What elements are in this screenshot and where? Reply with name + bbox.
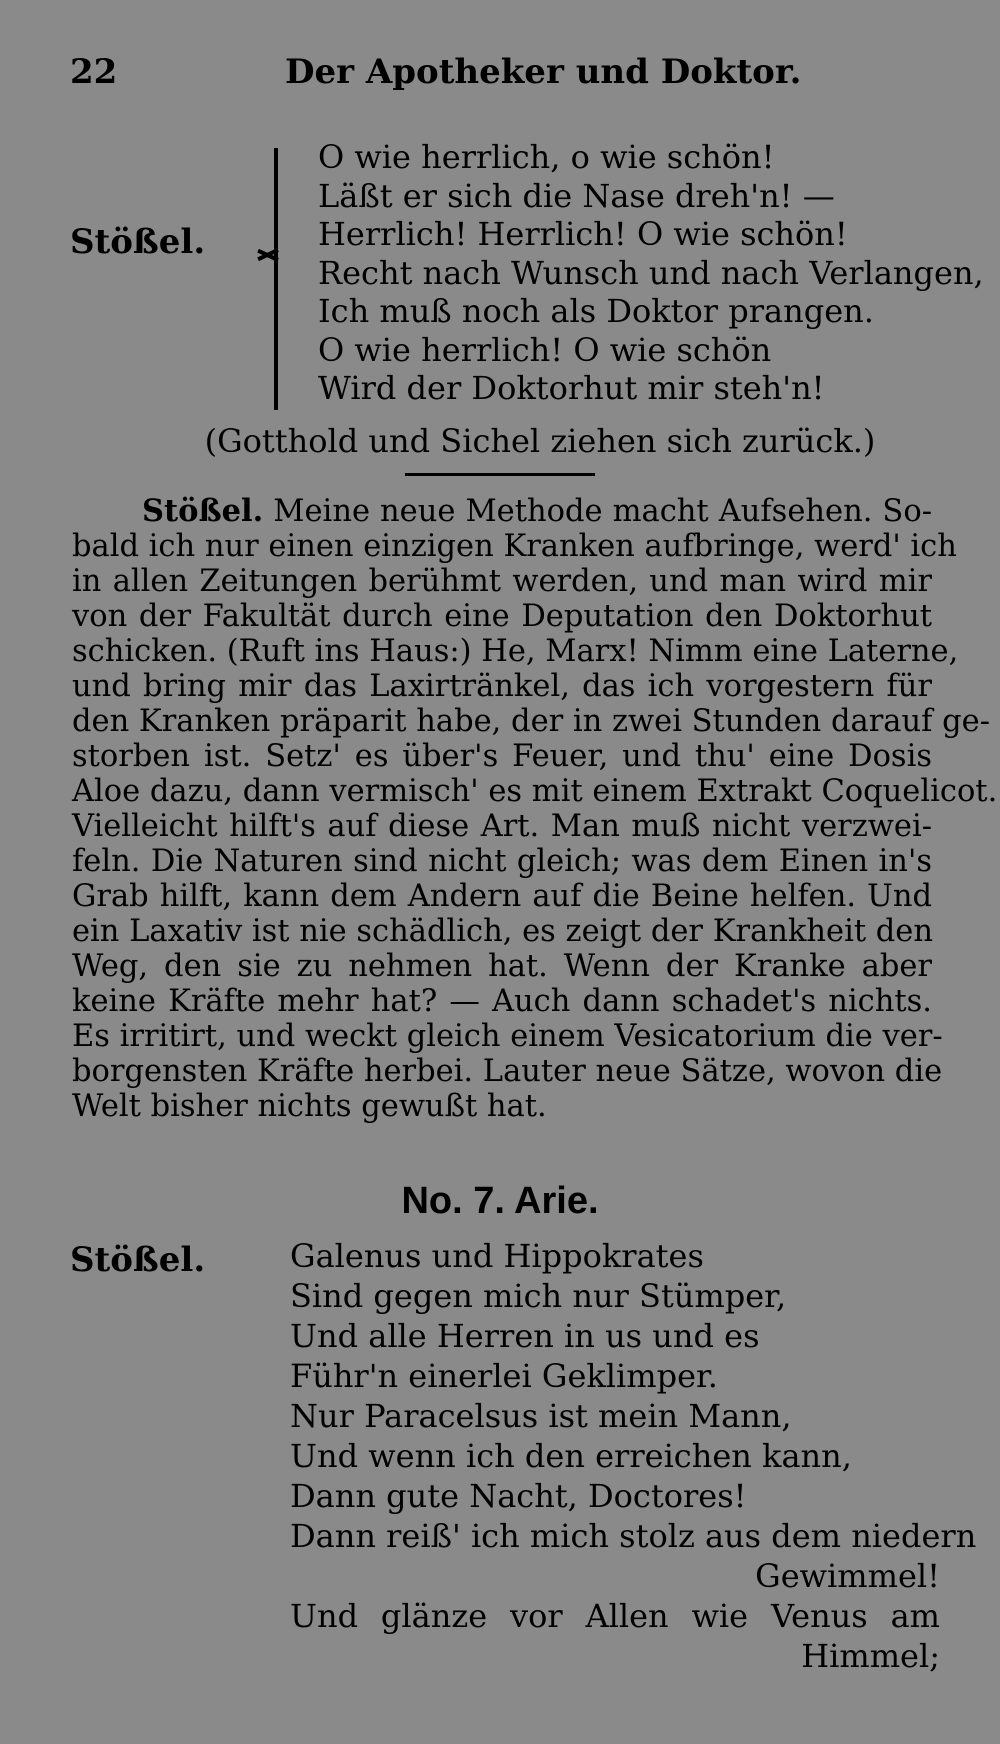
aria-line: Und glänze vor Allen wie Venus am [290, 1597, 940, 1635]
verse-line: Wird der Doktorhut mir steh'n! [318, 369, 825, 407]
prose-line: Aloe dazu, dann vermisch' es mit einem Extrakt Coquelicot. [72, 774, 998, 809]
page-number: 22 [70, 52, 118, 92]
aria-speaker: Stößel. [70, 1240, 206, 1280]
brace-icon [274, 148, 296, 410]
verse-line: O wie herrlich! O wie schön [318, 330, 772, 369]
prose-line: Vielleicht hilft's auf diese Art. Man muß nicht verzwei- [72, 809, 932, 844]
prose-line: Weg, den sie zu nehmen hat. Wenn der Kranke aber [72, 949, 932, 984]
prose-line: ein Laxativ ist nie schädlich, es zeigt der Krankheit den [72, 914, 933, 949]
prose-line: bald ich nur einen einzigen Kranken aufbringe, werd' ich [72, 529, 957, 564]
aria-line: Gewimmel! [755, 1557, 940, 1595]
stage-direction-text: (Gotthold und Sichel ziehen sich zurück.) [204, 422, 876, 460]
prose-line: den Kranken präparit habe, der in zwei Stunden darauf ge- [72, 704, 990, 739]
dialogue-paragraph [72, 493, 998, 1124]
prose-text: Meine neue Methode macht Aufsehen. So- [273, 494, 932, 529]
aria-line: Und alle Herren in us und es [290, 1317, 760, 1355]
prose-line: borgensten Kräfte herbei. Lauter neue Sätze, wovon die [72, 1054, 943, 1089]
section-rule [405, 473, 595, 476]
verse-line: O wie herrlich, o wie schön! [318, 138, 775, 176]
aria-line: Dann gute Nacht, Doctores! [290, 1477, 747, 1515]
verse-line: Recht nach Wunsch und nach Verlangen, [318, 253, 984, 292]
aria-line: Sind gegen mich nur Stümper, [290, 1277, 787, 1315]
aria-line: Himmel; [801, 1637, 940, 1675]
aria-line: Führ'n einerlei Geklimper. [290, 1357, 718, 1395]
duet-speaker: Stößel. [70, 222, 206, 262]
stage-direction [0, 422, 1000, 460]
prose-line: schicken. (Ruft ins Haus:) He, Marx! Nimm eine Laterne, [72, 634, 959, 669]
prose-line [72, 494, 932, 529]
duet-verse [318, 138, 984, 408]
prose-line: und bring mir das Laxirtränkel, das ich vorgestern für [72, 669, 932, 704]
aria-title: No. 7. Arie. [401, 1180, 599, 1222]
aria-line: Und wenn ich den erreichen kann, [290, 1437, 852, 1475]
aria-line: Dann reiß' ich mich stolz aus dem niedern [290, 1517, 977, 1555]
prose-line: Grab hilft, kann dem Andern auf die Beine helfen. Und [72, 879, 932, 914]
verse-line: Ich muß noch als Doktor prangen. [318, 292, 874, 330]
prose-line: storben ist. Setz' es über's Feuer, und thu' eine Dosis [72, 739, 932, 774]
prose-line: in allen Zeitungen berühmt werden, und man wird mir [72, 564, 932, 599]
prose-line: Welt bisher nichts gewußt hat. [72, 1089, 547, 1124]
verse-line: Herrlich! Herrlich! O wie schön! [318, 215, 848, 253]
prose-line: feln. Die Naturen sind nicht gleich; was dem Einen in's [72, 844, 932, 879]
aria-line: Galenus und Hippokrates [290, 1237, 704, 1275]
running-title: Der Apotheker und Doktor. [285, 52, 802, 92]
prose-line: von der Fakultät durch eine Deputation den Doktorhut [72, 599, 932, 634]
verse-line: Läßt er sich die Nase dreh'n! — [318, 176, 835, 215]
prose-line: Es irritirt, und weckt gleich einem Vesicatorium die ver- [72, 1019, 943, 1054]
dialogue-speaker: Stößel. [142, 493, 264, 529]
aria-line: Nur Paracelsus ist mein Mann, [290, 1397, 792, 1435]
aria-verse [290, 1236, 977, 1676]
prose-line: keine Kräfte mehr hat? — Auch dann schadet's nichts. [72, 984, 932, 1019]
